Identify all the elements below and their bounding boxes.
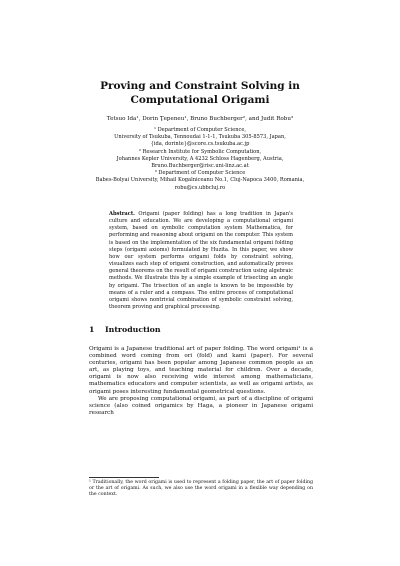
section-number: 1 <box>89 325 95 334</box>
affiliation-line: Johannes Kepler University, A 4232 Schloss Hagenberg, Austria, <box>116 155 284 162</box>
footnote: ¹ Traditionally, the word origami is used to represent a folding paper, the art of paper folding or the art of origami. As such, we also use the word origami in a flexible way depending on the context. <box>89 480 313 498</box>
abstract-label: Abstract. <box>109 211 135 217</box>
affiliation-line: ¹ Department of Computer Science, <box>153 127 247 133</box>
affiliation-line: University of Tsukuba, Tennoudai 1-1-1, Tsukuba 305-8573, Japan, <box>114 134 286 141</box>
abstract-text: Origami (paper folding) has a long tradition in Japan's culture and education. We are developing a computational origami system, based on symbolic computation system Mathematica, for performing and reasoning about origami on the computer. This system is based on the implementation of the six fundamental origami folding steps (origami axioms) formulated by Huzita. In this paper, we show how our system performs origami folds by constraint solving, visualizes each step of origami construction, and automatically proves general theorems on the result of origami construction using algebraic methods. We illustrate this by a simple example of trisecting an angle by origami. The trisection of an angle is known to be impossible by means of a ruler and a compass. The entire process of computational origami shows nontrivial combination of symbolic constraint solving, theorem proving and graphical processing. <box>109 211 293 311</box>
affiliation-line: ³ Department of Computer Science <box>154 170 246 177</box>
affiliation-email: Bruno.Buchberger@risc.uni-linz.ac.at <box>151 163 249 170</box>
body-text <box>89 346 313 417</box>
title-line-1: Proving and Constraint Solving in <box>100 80 300 92</box>
paper-title <box>0 79 400 107</box>
title-line-2: Computational Origami <box>130 94 270 106</box>
section-title: Introduction <box>105 325 161 334</box>
affiliations <box>0 127 400 192</box>
authors-line: Tetsuo Ida¹, Dorin Ţepeneu¹, Bruno Buchberger², and Judit Robu³ <box>106 116 294 122</box>
footnote-rule <box>89 477 159 478</box>
affiliation-line: ² Research Institute for Symbolic Computation, <box>138 148 262 155</box>
paragraph: Origami is a Japanese traditional art of paper folding. The word origami¹ is a combined word coming from ori (fold) and kami (paper). For several centuries, origami has been popular among Japanese common people as an art, as playing toys, and teaching material for children. Over a decade, origami is now also receiving wide interest among mathematicians, mathematics educators and computer scientists, as well as origami artists, as origami poses interesting fundamental geometrical questions. <box>89 346 313 395</box>
affiliation-line: Babes-Bolyai University, Mihail Kogalniceanu No.1, Cluj-Napoca 3400, Romania, <box>95 177 305 184</box>
paragraph: We are proposing computational origami, as part of a discipline of origami science (also coined origamics by Haga, a pioneer in Japanese origami research <box>89 395 313 416</box>
affiliation-email: robu@cs.ubbcluj.ro <box>174 184 226 191</box>
affiliation-email: {ida, dorinte}@score.cs.tsukuba.ac.jp <box>150 141 250 148</box>
abstract <box>109 211 293 311</box>
section-heading <box>89 325 161 334</box>
